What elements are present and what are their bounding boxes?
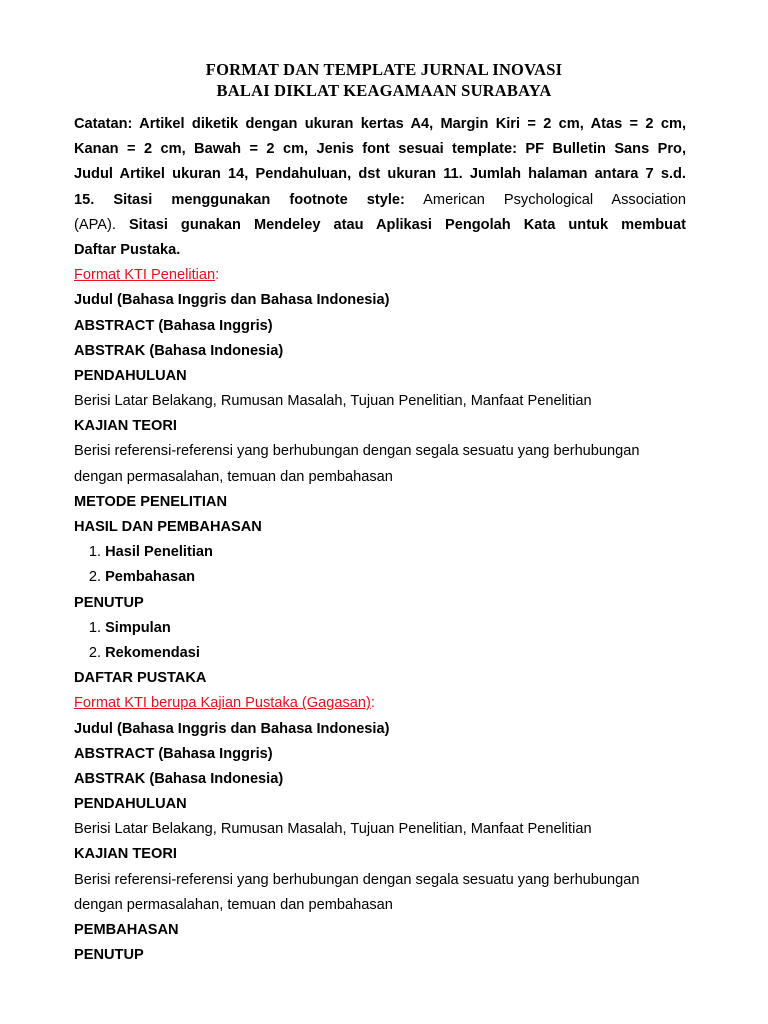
note-line-3: Judul Artikel ukuran 14, Pendahuluan, dst ukuran 11. Jumlah halaman antara 7 s.d. bbox=[74, 166, 686, 183]
s1-abstract: ABSTRACT (Bahasa Inggris) bbox=[74, 317, 273, 334]
s1-hasil-item-1 bbox=[74, 540, 686, 565]
s2-kajian-desc-2: dengan permasalahan, temuan dan pembahasan bbox=[74, 896, 393, 913]
list-item-label: Simpulan bbox=[105, 619, 171, 636]
list-item-label: Rekomendasi bbox=[105, 644, 200, 661]
document-title-line-1: FORMAT DAN TEMPLATE JURNAL INOVASI bbox=[205, 60, 563, 79]
s1-kajian-desc-1: Berisi referensi-referensi yang berhubungan dengan segala sesuatu yang berhubungan bbox=[74, 443, 640, 460]
section-heading-penelitian: Format KTI Penelitian: bbox=[74, 267, 220, 284]
s1-kajian-desc-2: dengan permasalahan, temuan dan pembahasan bbox=[74, 468, 393, 485]
s1-abstrak: ABSTRAK (Bahasa Indonesia) bbox=[74, 342, 284, 359]
note-line-5 bbox=[74, 213, 686, 238]
s2-judul: Judul (Bahasa Inggris dan Bahasa Indonesia) bbox=[74, 720, 390, 737]
s1-penutup-item-2 bbox=[74, 641, 686, 666]
list-number: 2. bbox=[88, 569, 101, 586]
s2-pendahuluan-desc: Berisi Latar Belakang, Rumusan Masalah, Tujuan Penelitian, Manfaat Penelitian bbox=[74, 821, 592, 838]
s2-pembahasan: PEMBAHASAN bbox=[74, 922, 179, 938]
s1-hasil: HASIL DAN PEMBAHASAN bbox=[74, 519, 262, 535]
list-item-label: Hasil Penelitian bbox=[105, 544, 213, 561]
s2-pendahuluan: PENDAHULUAN bbox=[74, 796, 187, 813]
s2-kajian-teori: KAJIAN TEORI bbox=[74, 846, 177, 863]
note-line-4 bbox=[74, 188, 686, 213]
note-line-2: Kanan = 2 cm, Bawah = 2 cm, Jenis font sesuai template: PF Bulletin Sans Pro, bbox=[74, 141, 686, 158]
s1-penutup: PENUTUP bbox=[74, 594, 144, 611]
note-line-5-rest: Sitasi gunakan Mendeley atau Aplikasi Pengolah Kata untuk membuat bbox=[128, 216, 686, 233]
note-line-1: Catatan: Artikel diketik dengan ukuran kertas A4, Margin Kiri = 2 cm, Atas = 2 cm, bbox=[74, 116, 686, 132]
s2-abstrak: ABSTRAK (Bahasa Indonesia) bbox=[74, 770, 284, 787]
s1-hasil-item-2 bbox=[74, 565, 686, 590]
citation-style-name: American Psychological Association bbox=[423, 191, 686, 208]
s1-pendahuluan-desc: Berisi Latar Belakang, Rumusan Masalah, Tujuan Penelitian, Manfaat Penelitian bbox=[74, 393, 592, 410]
s2-abstract: ABSTRACT (Bahasa Inggris) bbox=[74, 745, 273, 762]
s1-daftar-pustaka: DAFTAR PUSTAKA bbox=[74, 670, 207, 687]
s2-penutup: PENUTUP bbox=[74, 947, 144, 964]
list-number: 1. bbox=[88, 544, 101, 561]
s1-metode: METODE PENELITIAN bbox=[74, 493, 227, 510]
list-item-label: Pembahasan bbox=[105, 569, 196, 586]
document-title-line-2: BALAI DIKLAT KEAGAMAAN SURABAYA bbox=[216, 81, 552, 100]
s1-judul: Judul (Bahasa Inggris dan Bahasa Indonesia) bbox=[74, 292, 390, 309]
s2-kajian-desc-1: Berisi referensi-referensi yang berhubungan dengan segala sesuatu yang berhubungan bbox=[74, 871, 640, 888]
document-body bbox=[74, 112, 686, 968]
note-line-4-prefix: 15. Sitasi menggunakan footnote style: bbox=[74, 191, 405, 208]
note-line-6: Daftar Pustaka. bbox=[74, 241, 181, 258]
list-number: 1. bbox=[88, 619, 101, 636]
list-number: 2. bbox=[88, 644, 101, 661]
section-heading-kajian-pustaka: Format KTI berupa Kajian Pustaka (Gagasan): bbox=[74, 695, 375, 712]
s1-pendahuluan: PENDAHULUAN bbox=[74, 367, 187, 384]
citation-style-abbrev: (APA). bbox=[74, 216, 116, 233]
s1-kajian-teori: KAJIAN TEORI bbox=[74, 418, 177, 435]
s1-penutup-item-1 bbox=[74, 616, 686, 641]
